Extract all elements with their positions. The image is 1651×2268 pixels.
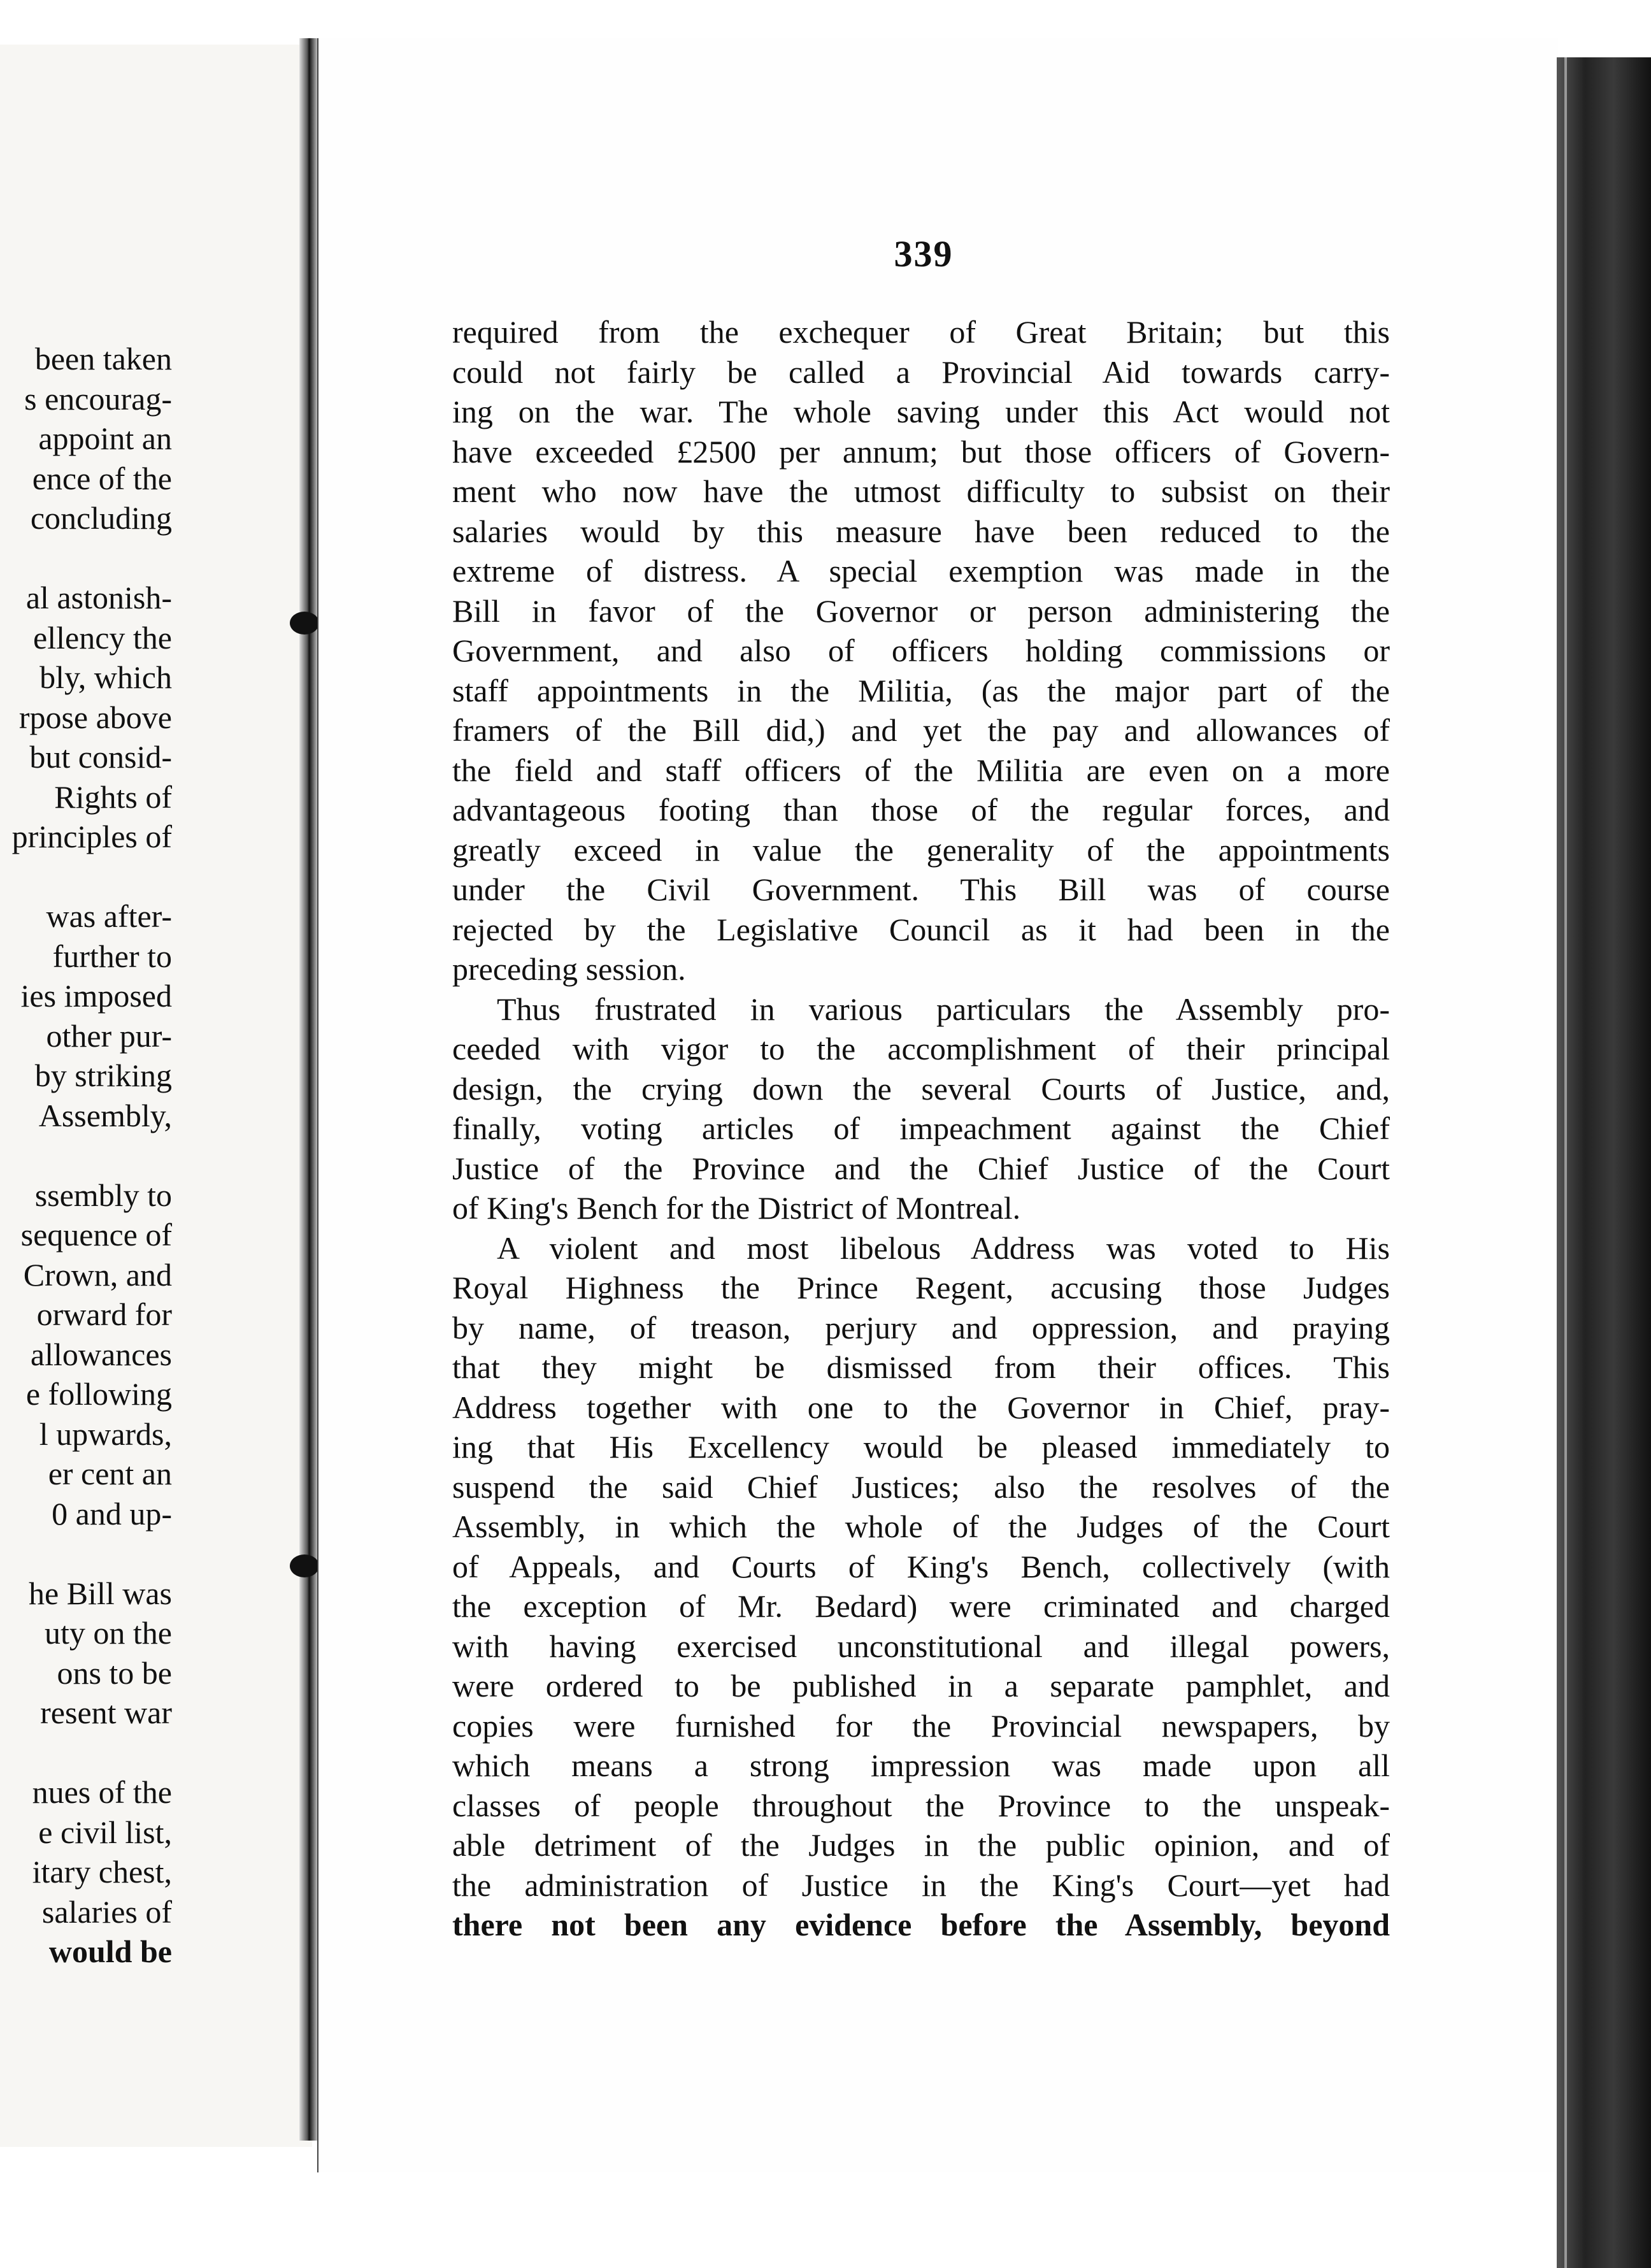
facing-page-line: salaries of <box>41 1893 172 1930</box>
facing-page-line <box>0 857 172 897</box>
facing-page-line: er cent an <box>48 1456 172 1491</box>
text-line: extreme of distress. A special exemption was made in the <box>452 553 1390 589</box>
text-line: Government, and also of officers holding commissions or <box>452 633 1390 668</box>
facing-page-line: other pur- <box>46 1017 172 1054</box>
facing-page-line <box>0 538 172 578</box>
text-line: have exceeded £2500 per annum; but those officers of Govern- <box>452 433 1390 470</box>
text-line: were ordered to be published in a separate pamphlet, and <box>452 1668 1390 1704</box>
facing-page-line: resent war <box>40 1695 172 1730</box>
text-line: Bill in favor of the Governor or person administering the <box>452 592 1390 629</box>
text-line: of Appeals, and Courts of King's Bench, collectively (with <box>452 1548 1390 1584</box>
facing-page-line: uty on the <box>45 1615 172 1651</box>
text-line: advantageous footing than those of the regular forces, and <box>452 792 1390 828</box>
facing-page-line: itary chest, <box>32 1854 172 1890</box>
text-line: required from the exchequer of Great Britain; but this <box>452 314 1390 350</box>
text-line: Address together with one to the Governor in Chief, pray- <box>452 1389 1390 1425</box>
text-line: which means a strong impression was made upon all <box>452 1748 1390 1783</box>
text-line: ceeded with vigor to the accomplishment of their principal <box>452 1031 1390 1066</box>
text-line: there not been any evidence before the Assembly, beyond <box>452 1907 1390 1942</box>
text-line: able detriment of the Judges in the public opinion, and of <box>452 1827 1390 1863</box>
facing-page-line: allowances <box>30 1336 172 1372</box>
facing-page-left <box>0 45 312 2147</box>
text-line: Justice of the Province and the Chief Justice of the Court <box>452 1150 1390 1186</box>
facing-page-line: s encourag- <box>24 380 172 417</box>
facing-page-line: been taken <box>34 341 172 377</box>
text-line: Assembly, in which the whole of the Judges of the Court <box>452 1509 1390 1544</box>
text-line: rejected by the Legislative Council as it had been in the <box>452 911 1390 947</box>
facing-page-line: concluding <box>30 500 172 536</box>
facing-page-line: orward for <box>36 1296 172 1332</box>
facing-page-line: ons to be <box>57 1654 172 1691</box>
text-line: of King's Bench for the District of Montreal. <box>452 1190 1021 1226</box>
facing-page-line: by striking <box>34 1058 172 1093</box>
text-line: ing on the war. The whole saving under this Act would not <box>452 394 1390 429</box>
text-line: the exception of Mr. Bedard) were criminated and charged <box>452 1588 1390 1624</box>
facing-page-line: l upwards, <box>39 1416 172 1452</box>
text-line: ment who now have the utmost difficulty to subsist on their <box>452 473 1390 509</box>
facing-page-line: ellency the <box>33 619 172 656</box>
book-gutter <box>299 38 317 2141</box>
text-line: copies were furnished for the Provincial newspapers, by <box>452 1707 1390 1744</box>
text-line: that they might be dismissed from their offices. This <box>452 1349 1390 1385</box>
text-line: framers of the Bill did,) and yet the pay and allowances of <box>452 712 1390 748</box>
text-line: could not fairly be called a Provincial Aid towards carry- <box>452 354 1390 390</box>
facing-page-text <box>0 339 172 1972</box>
text-line: A violent and most libelous Address was voted to His <box>497 1230 1390 1266</box>
text-line: staff appointments in the Militia, (as the major part of the <box>452 672 1390 708</box>
text-line: suspend the said Chief Justices; also the resolves of the <box>452 1468 1390 1505</box>
text-line: design, the crying down the several Courts of Justice, and, <box>452 1070 1390 1107</box>
text-line: preceding session. <box>452 951 686 987</box>
facing-page-line: e civil list, <box>38 1814 172 1850</box>
text-line: finally, voting articles of impeachment against the Chief <box>452 1110 1390 1146</box>
text-line: Royal Highness the Prince Regent, accusing those Judges <box>452 1270 1390 1305</box>
text-line: by name, of treason, perjury and oppression, and praying <box>452 1309 1390 1346</box>
page-edge-stack <box>1557 57 1651 2268</box>
facing-page-line: nues of the <box>32 1774 172 1810</box>
page-number: 339 <box>894 233 954 275</box>
facing-page-line: appoint an <box>38 420 172 456</box>
facing-page-line: would be <box>48 1934 172 1969</box>
text-line: ing that His Excellency would be pleased immediately to <box>452 1429 1390 1465</box>
text-line: under the Civil Government. This Bill was of course <box>452 872 1390 907</box>
facing-page-line: was after- <box>46 898 172 934</box>
facing-page-line: ies imposed <box>20 978 172 1014</box>
facing-page-line: bly, which <box>39 659 172 695</box>
facing-page-line: principles of <box>11 819 172 854</box>
text-line: salaries would by this measure have been reduced to the <box>452 513 1390 549</box>
body-text <box>452 312 1390 1945</box>
facing-page-line: further to <box>52 938 172 974</box>
text-line: the field and staff officers of the Militia are even on a more <box>452 752 1390 788</box>
binding-thread-knot <box>290 1554 319 1577</box>
facing-page-line: rpose above <box>18 699 172 735</box>
facing-page-line: he Bill was <box>29 1575 172 1611</box>
facing-page-line: ence of the <box>32 460 172 496</box>
facing-page-line: but consid- <box>29 739 172 775</box>
facing-page-line: ssembly to <box>34 1177 172 1213</box>
facing-page-line: Rights of <box>54 779 172 815</box>
facing-page-line: e following <box>25 1376 172 1412</box>
facing-page-line: 0 and up- <box>52 1495 172 1532</box>
facing-page-line: sequence of <box>20 1217 172 1252</box>
binding-thread-knot <box>290 612 319 635</box>
text-line: the administration of Justice in the King's Court—yet had <box>452 1867 1390 1903</box>
text-line: classes of people throughout the Province to the unspeak- <box>452 1787 1390 1823</box>
facing-page-line: Crown, and <box>23 1256 172 1293</box>
facing-page-line <box>0 1733 172 1773</box>
facing-page-line: al astonish- <box>25 580 172 615</box>
text-line: with having exercised unconstitutional and illegal powers, <box>452 1628 1390 1664</box>
text-line: greatly exceed in value the generality of the appointments <box>452 831 1390 868</box>
text-line: Thus frustrated in various particulars the Assembly pro- <box>497 991 1390 1027</box>
facing-page-line <box>0 1135 172 1175</box>
facing-page-line <box>0 1533 172 1574</box>
facing-page-line: Assembly, <box>38 1097 172 1133</box>
